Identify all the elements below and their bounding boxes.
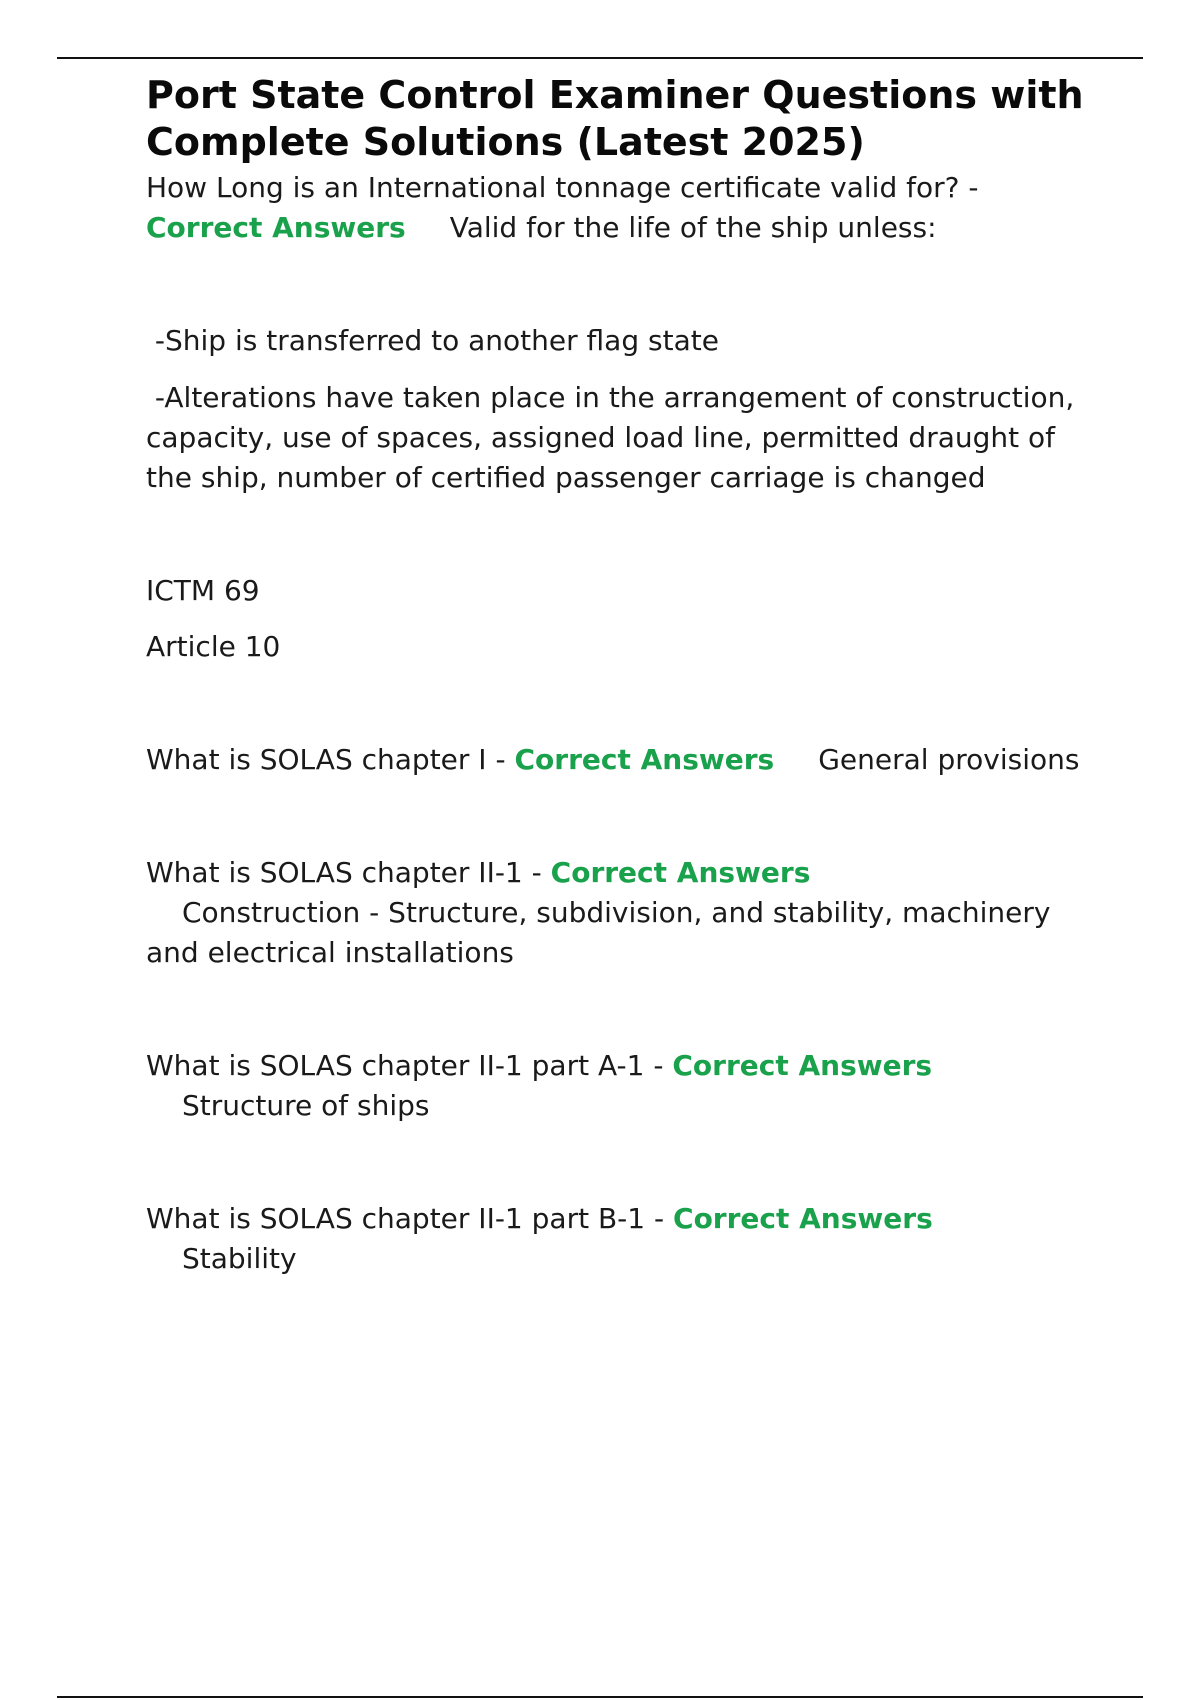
correct-answers-label: Correct Answers	[146, 211, 406, 244]
qa-item-2	[146, 740, 1096, 780]
answer-text: General provisions	[818, 743, 1080, 776]
qa-item-1	[146, 168, 1096, 248]
top-rule	[57, 57, 1143, 59]
detail-reference: ICTM 69	[146, 574, 260, 607]
answer-text: Stability	[182, 1242, 297, 1275]
question-text: What is SOLAS chapter II-1 part B-1 -	[146, 1202, 665, 1235]
detail-article: Article 10	[146, 630, 281, 663]
qa-item-3	[146, 853, 1096, 973]
correct-answers-label: Correct Answers	[514, 743, 775, 776]
qa-item-4	[146, 1046, 1096, 1126]
bottom-rule	[57, 1696, 1143, 1698]
question-text: What is SOLAS chapter II-1 -	[146, 856, 542, 889]
document-title: Port State Control Examiner Questions with Complete Solutions (Latest 2025)	[146, 73, 1084, 164]
qa-item-5	[146, 1199, 1096, 1279]
answer-text: Valid for the life of the ship unless:	[449, 211, 937, 244]
question-text: What is SOLAS chapter II-1 part A-1 -	[146, 1049, 664, 1082]
document-body	[146, 72, 1096, 1279]
correct-answers-label: Correct Answers	[672, 1049, 933, 1082]
detail-line: -Ship is transferred to another flag state	[146, 324, 719, 357]
question-text: How Long is an International tonnage certificate valid for? -	[146, 171, 979, 204]
correct-answers-label: Correct Answers	[673, 1202, 933, 1235]
answer-text: Construction - Structure, subdivision, and stability, machinery and electrical installations	[146, 896, 1051, 969]
question-text: What is SOLAS chapter I -	[146, 743, 506, 776]
answer-text: Structure of ships	[182, 1089, 430, 1122]
correct-answers-label: Correct Answers	[550, 856, 811, 889]
detail-paragraph: -Alterations have taken place in the arrangement of construction, capacity, use of spaces, assigned load line, permitted draught of the ship, number of certified passenger carriage is changed	[146, 381, 1084, 494]
